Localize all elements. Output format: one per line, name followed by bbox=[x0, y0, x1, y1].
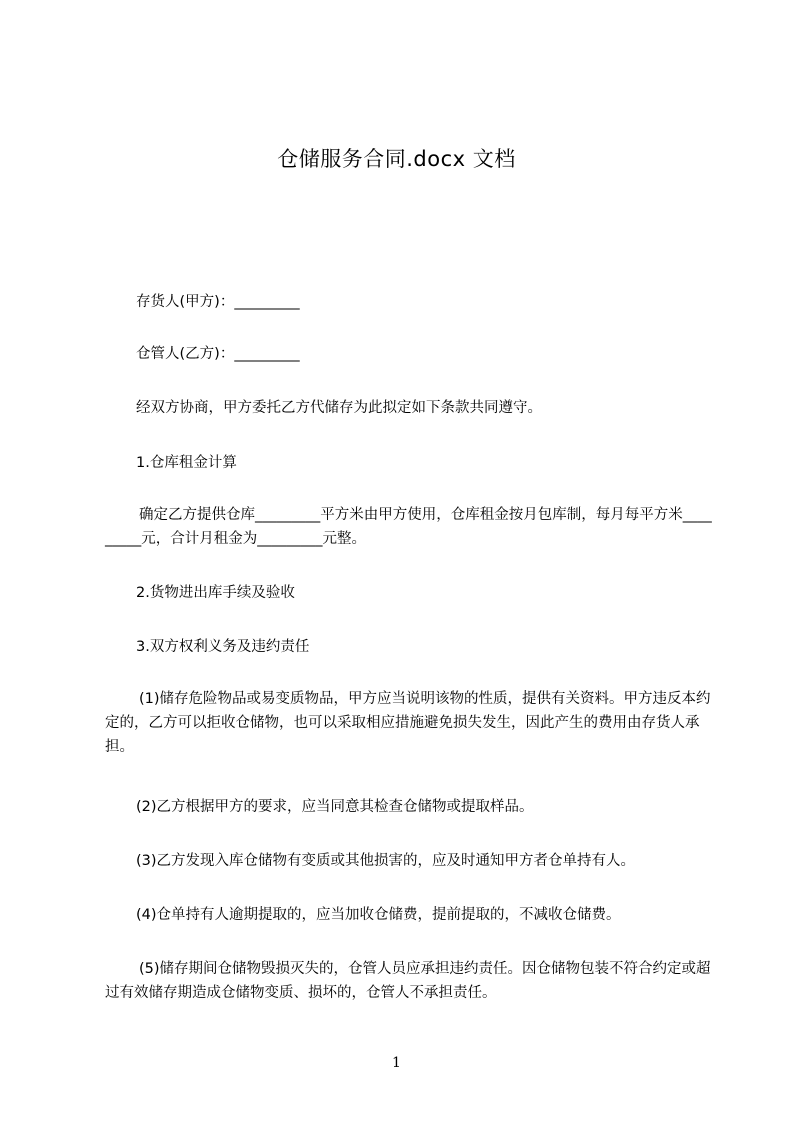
section-3-heading: 3.双方权利义务及违约责任 bbox=[136, 639, 310, 655]
section-2-heading: 2.货物进出库手续及验收 bbox=[136, 585, 295, 601]
item-5-paragraph: (5)储存期间仓储物毁损灭失的，仓管人员应承担违约责任。因仓储物包装不符合约定或超过有效储存期造成仓储物变质、损坏的，仓管人不承担责任。 bbox=[105, 961, 711, 1001]
item-2-paragraph: (2)乙方根据甲方的要求，应当同意其检查仓储物或提取样品。 bbox=[136, 799, 534, 815]
page-number: 1 bbox=[392, 1055, 401, 1071]
section-1-body: 确定乙方提供仓库_________平方米由甲方使用，仓库租金按月包库制，每月每平方米_________元，合计月租金为_________元整。 bbox=[105, 507, 712, 547]
item-1-paragraph: (1)储存危险物品或易变质物品，甲方应当说明该物的性质，提供有关资料。甲方违反本约定的，乙方可以拒收仓储物，也可以采取相应措施避免损失发生，因此产生的费用由存货人承担。 bbox=[105, 691, 711, 755]
keeper-line: 仓管人(乙方)：_________ bbox=[136, 346, 300, 362]
section-1-heading: 1.仓库租金计算 bbox=[136, 455, 237, 471]
intro-paragraph: 经双方协商，甲方委托乙方代储存为此拟定如下条款共同遵守。 bbox=[136, 400, 542, 416]
item-3-paragraph: (3)乙方发现入库仓储物有变质或其他损害的，应及时通知甲方者仓单持有人。 bbox=[136, 853, 636, 869]
item-4-paragraph: (4)仓单持有人逾期提取的，应当加收仓储费，提前提取的，不减收仓储费。 bbox=[136, 907, 621, 923]
document-title: 仓储服务合同.docx 文档 bbox=[277, 147, 516, 171]
depositor-line: 存货人(甲方)：_________ bbox=[136, 294, 300, 310]
